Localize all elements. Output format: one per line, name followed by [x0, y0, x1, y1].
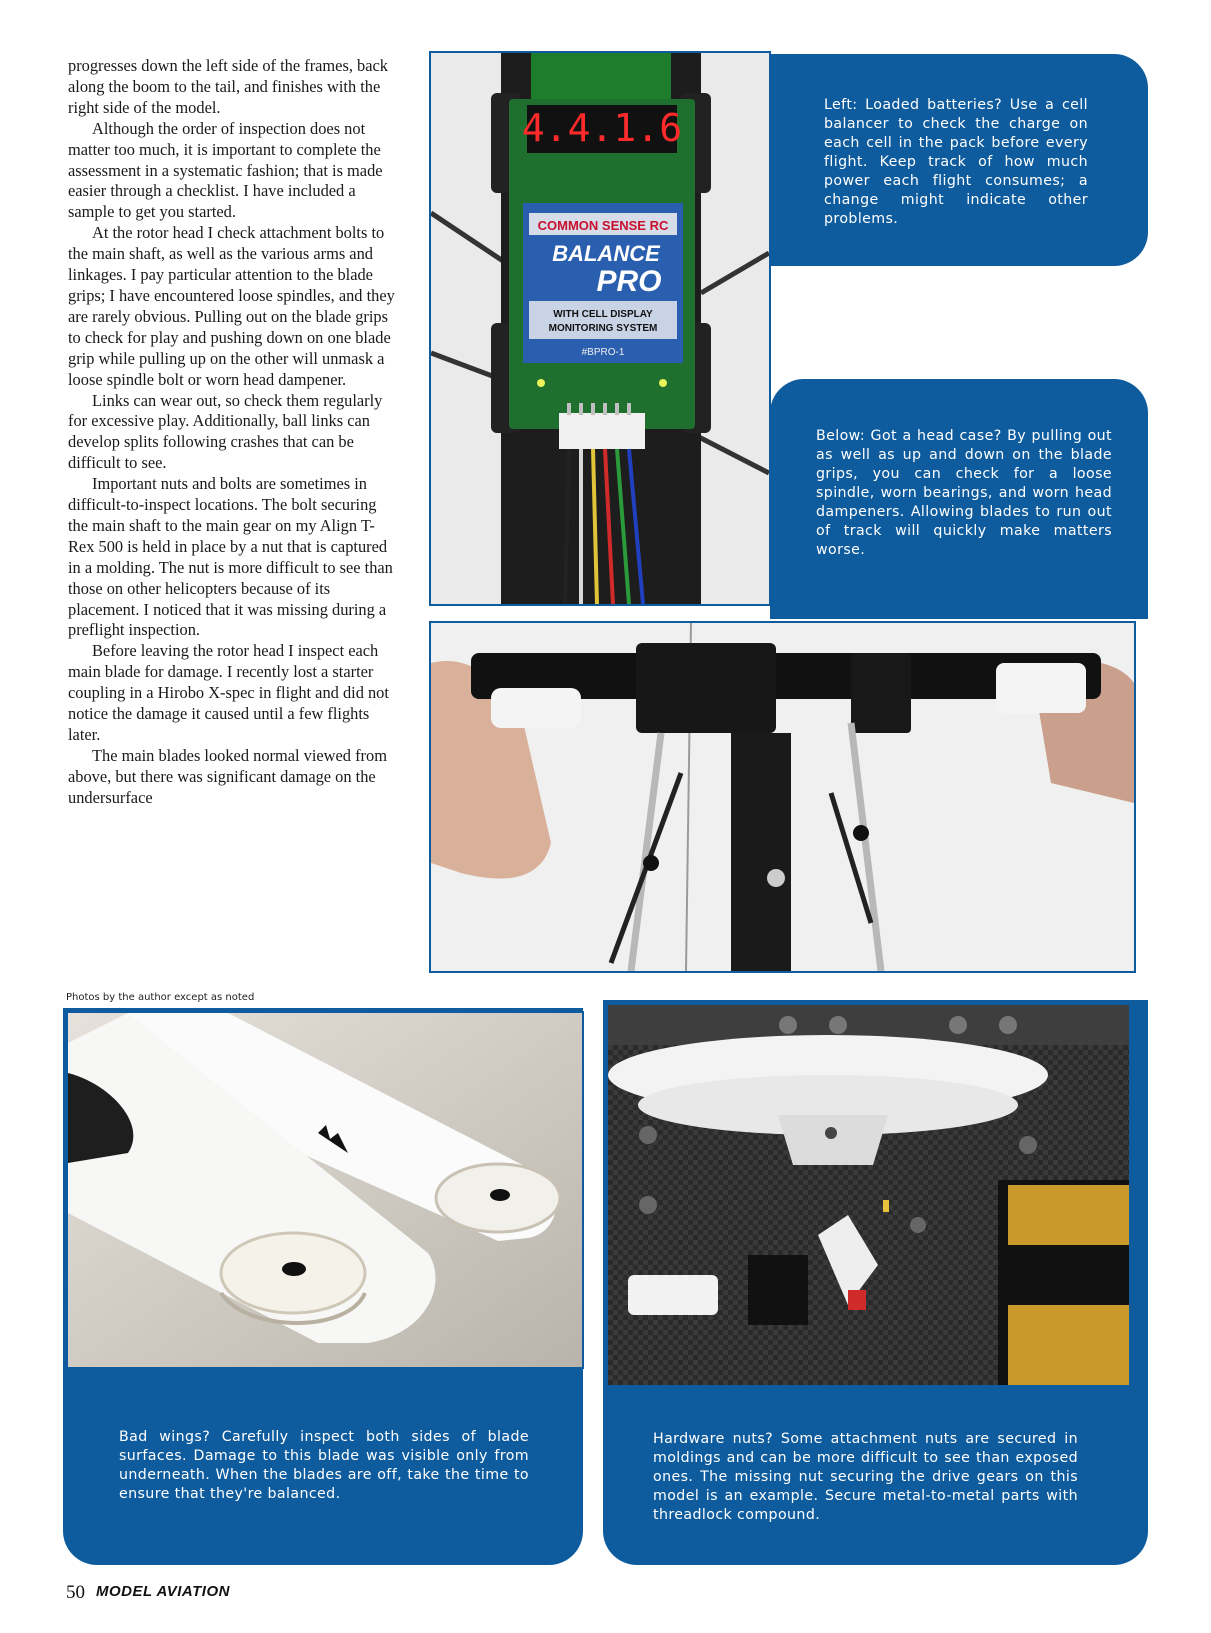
subtitle-label-1: WITH CELL DISPLAY — [553, 309, 653, 320]
photo-rotor-head — [429, 621, 1136, 973]
article-body — [68, 56, 398, 809]
body-paragraph: Although the order of inspection does not matter too much, it is important to complete the assessment in a systematic fashion; that is made easier through a checklist. I have included a sample to get you started. — [68, 118, 383, 222]
body-paragraph: Important nuts and bolts are sometimes in difficult-to-inspect locations. The bolt securing the main shaft to the main gear on my Align T-Rex 500 is held in place by a nut that is captured in a molding. The nut is more difficult to see than those on other helicopters because of its placement. I noticed that it was missing during a preflight inspection. — [68, 474, 393, 640]
body-paragraph: Before leaving the rotor head I inspect each main blade for damage. I recently lost a starter coupling in a Hirobo X-spec in flight and did not notice the damage it caused until a few flights later. — [68, 641, 389, 744]
product-label-1: BALANCE — [552, 241, 660, 266]
page-number: 50 — [66, 1582, 85, 1603]
caption-bad-wings: Bad wings? Carefully inspect both sides of blade surfaces. Damage to this blade was visible only from underneath. When the blades are off, take the time to ensure that they're balanced. — [119, 1429, 529, 1502]
brand-label: COMMON SENSE RC — [537, 218, 669, 233]
body-paragraph: At the rotor head I check attachment bolts to the main shaft, as well as the various arms and linkages. I pay particular attention to the blade grips; I have encountered loose spindles, and they are rarely obvious. Pulling out on the blade grips to check for play and pushing down on one blade grip while pulling up on the other will unmask a loose spindle bolt or worn head dampener. — [68, 223, 395, 389]
magazine-masthead: MODEL AVIATION — [96, 1583, 230, 1600]
caption-batteries: Left: Loaded batteries? Use a cell balancer to check the charge on each cell in the pack before every flight. Keep track of how much power each flight consumes; a change might indicate other problems. — [824, 97, 1088, 227]
caption-hardware-nuts: Hardware nuts? Some attachment nuts are secured in moldings and can be more difficult to see than exposed ones. The missing nut securing the drive gears on this model is an example. Secure metal-to-metal parts with threadlock compound. — [653, 1431, 1078, 1523]
product-label-2: PRO — [596, 265, 662, 298]
photo-credit: Photos by the author except as noted — [66, 992, 255, 1003]
caption-box-head-case — [770, 379, 1148, 619]
body-paragraph: The main blades looked normal viewed from above, but there was significant damage on the undersurface — [68, 745, 387, 807]
photo-damaged-blades — [66, 1011, 584, 1369]
cell-voltage-readout: 4.4.1.6 — [521, 106, 683, 150]
body-paragraph: Links can wear out, so check them regularly for excessive play. Additionally, ball links can develop splits following crashes that can be difficult to see. — [68, 390, 383, 473]
photo-drive-gears — [606, 1003, 1131, 1387]
photo-cell-balancer — [429, 51, 771, 606]
subtitle-label-2: MONITORING SYSTEM — [548, 323, 658, 334]
body-paragraph: progresses down the left side of the frames, back along the boom to the tail, and finishes with the right side of the model. — [68, 56, 388, 117]
model-code-label: #BPRO-1 — [581, 347, 625, 358]
caption-head-case: Below: Got a head case? By pulling out as well as up and down on the blade grips, you can check for a loose spindle, worn bearings, and worn head dampeners. Allowing blades to run out of track will quickly make matters worse. — [816, 428, 1112, 558]
